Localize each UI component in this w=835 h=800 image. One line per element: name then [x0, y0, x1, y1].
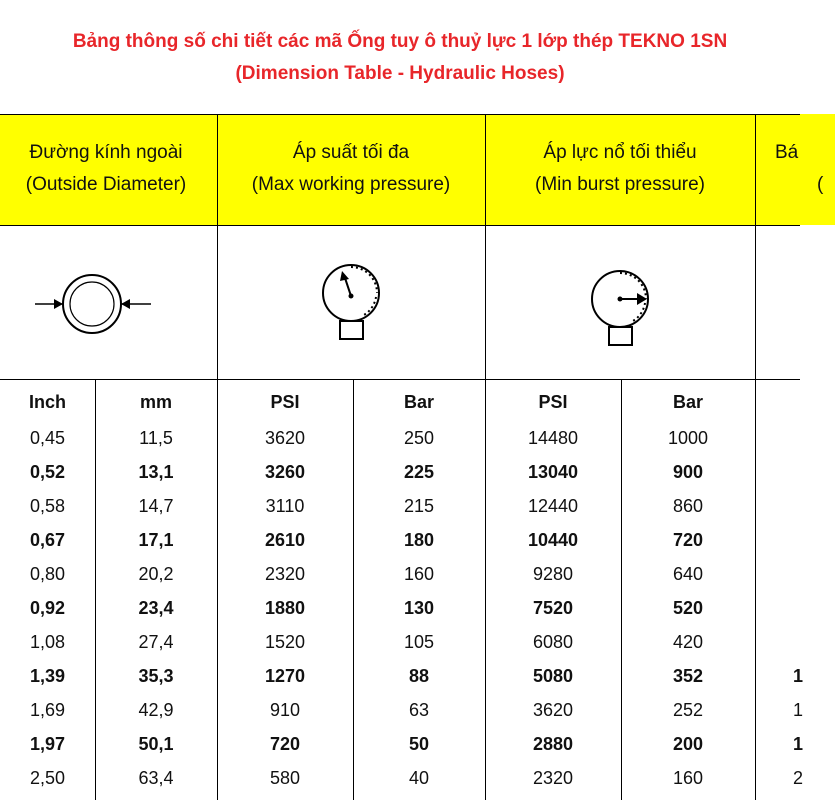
header-outside-diameter [0, 114, 217, 225]
grid-line [621, 379, 622, 800]
grid-line [217, 114, 218, 800]
cell-mm: 23,4 [138, 598, 174, 618]
cell-psi-burst: 7520 [532, 598, 574, 618]
cell-mm: 63,4 [138, 768, 174, 788]
cell-inch: 0,80 [29, 564, 66, 584]
cell-mm: 27,4 [138, 632, 174, 652]
cell-mm: 20,2 [138, 564, 174, 584]
subheader-inch: Inch [28, 392, 66, 412]
cell-psi-max: 720 [269, 734, 301, 754]
cell-mm: 14,7 [138, 496, 174, 516]
header-outside-diameter-vi: Đường kính ngoài [29, 142, 183, 163]
header-outside-diameter-en: (Outside Diameter) [25, 174, 187, 195]
cell-psi-max: 1880 [264, 598, 306, 618]
cell-psi-max: 3260 [264, 462, 306, 482]
header-max-pressure-vi: Áp suất tối đa [292, 142, 410, 163]
subheader-bar-max: Bar [403, 392, 434, 412]
subheader-psi-burst: PSI [538, 392, 568, 412]
pressure-gauge-icon [585, 269, 655, 349]
cell-bar-max: 50 [408, 734, 430, 754]
subheader-mm: mm [139, 392, 172, 412]
cell-bar-burst: 860 [672, 496, 704, 516]
cell-inch: 0,92 [29, 598, 66, 618]
cell-extra: 1 [793, 666, 804, 686]
cell-mm: 42,9 [138, 700, 174, 720]
cell-bar-max: 40 [408, 768, 430, 788]
cell-psi-burst: 6080 [532, 632, 574, 652]
cell-psi-max: 1270 [264, 666, 306, 686]
cell-bar-max: 160 [403, 564, 435, 584]
cell-psi-max: 2610 [264, 530, 306, 550]
grid-line [0, 225, 800, 226]
cell-bar-burst: 640 [672, 564, 704, 584]
cell-mm: 50,1 [138, 734, 174, 754]
grid-line [0, 114, 800, 115]
cell-psi-max: 3620 [264, 428, 306, 448]
page-title: Bảng thông số chi tiết các mã Ống tuy ô thuỷ lực 1 lớp thép TEKNO 1SN [72, 31, 728, 52]
grid-line [95, 379, 96, 800]
cell-inch: 0,58 [29, 496, 66, 516]
cell-bar-max: 225 [403, 462, 435, 482]
header-max-pressure [217, 114, 485, 225]
cell-inch: 0,67 [29, 530, 66, 550]
cell-inch: 1,39 [29, 666, 66, 686]
header-max-pressure-en: (Max working pressure) [251, 174, 451, 195]
cell-bar-max: 105 [403, 632, 435, 652]
pressure-gauge-icon [316, 263, 386, 343]
cell-psi-max: 910 [269, 700, 301, 720]
cell-inch: 0,45 [29, 428, 66, 448]
cell-bar-burst: 520 [672, 598, 704, 618]
cell-psi-burst: 9280 [532, 564, 574, 584]
cell-bar-burst: 720 [672, 530, 704, 550]
cell-inch: 1,97 [29, 734, 66, 754]
cell-extra: 2 [793, 768, 804, 788]
cell-psi-burst: 5080 [532, 666, 574, 686]
cell-inch: 0,52 [29, 462, 66, 482]
cell-bar-burst: 900 [672, 462, 704, 482]
subheader-psi-max: PSI [270, 392, 300, 412]
cell-psi-max: 2320 [264, 564, 306, 584]
cell-bar-burst: 352 [672, 666, 704, 686]
cell-psi-max: 580 [269, 768, 301, 788]
cell-mm: 11,5 [139, 428, 173, 448]
cell-bar-burst: 252 [672, 700, 704, 720]
cell-psi-burst: 12440 [527, 496, 579, 516]
header-partial-en: ( [817, 174, 824, 195]
dimension-table [0, 114, 824, 800]
cell-bar-burst: 200 [672, 734, 704, 754]
cell-psi-burst: 2880 [532, 734, 574, 754]
cell-bar-max: 215 [403, 496, 435, 516]
cell-bar-max: 250 [403, 428, 435, 448]
subheader-bar-burst: Bar [672, 392, 703, 412]
grid-line [0, 379, 800, 380]
header-partial-vi: Bá [775, 142, 799, 163]
pipe-cross-section-icon [30, 273, 156, 337]
cell-bar-burst: 420 [672, 632, 704, 652]
header-burst-pressure-en: (Min burst pressure) [535, 174, 705, 195]
cell-psi-burst: 2320 [532, 768, 574, 788]
cell-extra: 1 [793, 734, 804, 754]
cell-mm: 35,3 [138, 666, 174, 686]
cell-bar-max: 88 [408, 666, 430, 686]
cell-bar-max: 130 [403, 598, 435, 618]
grid-line [485, 114, 486, 800]
cell-psi-max: 3110 [265, 496, 305, 516]
cell-psi-burst: 14480 [527, 428, 579, 448]
header-burst-pressure-vi: Áp lực nổ tối thiểu [543, 142, 697, 163]
cell-bar-burst: 1000 [667, 428, 709, 448]
cell-psi-burst: 10440 [527, 530, 579, 550]
header-partial [755, 114, 835, 225]
cell-bar-max: 180 [403, 530, 435, 550]
cell-inch: 1,08 [29, 632, 66, 652]
header-burst-pressure [485, 114, 755, 225]
cell-bar-max: 63 [408, 700, 430, 720]
cell-inch: 2,50 [29, 768, 66, 788]
grid-line [353, 379, 354, 800]
cell-psi-burst: 3620 [532, 700, 574, 720]
cell-psi-burst: 13040 [527, 462, 579, 482]
cell-mm: 17,1 [138, 530, 174, 550]
cell-inch: 1,69 [29, 700, 66, 720]
cell-psi-max: 1520 [264, 632, 306, 652]
grid-line [755, 114, 756, 800]
cell-extra: 1 [793, 700, 804, 720]
page-subtitle: (Dimension Table - Hydraulic Hoses) [235, 63, 565, 84]
cell-bar-burst: 160 [672, 768, 704, 788]
cell-mm: 13,1 [138, 462, 174, 482]
